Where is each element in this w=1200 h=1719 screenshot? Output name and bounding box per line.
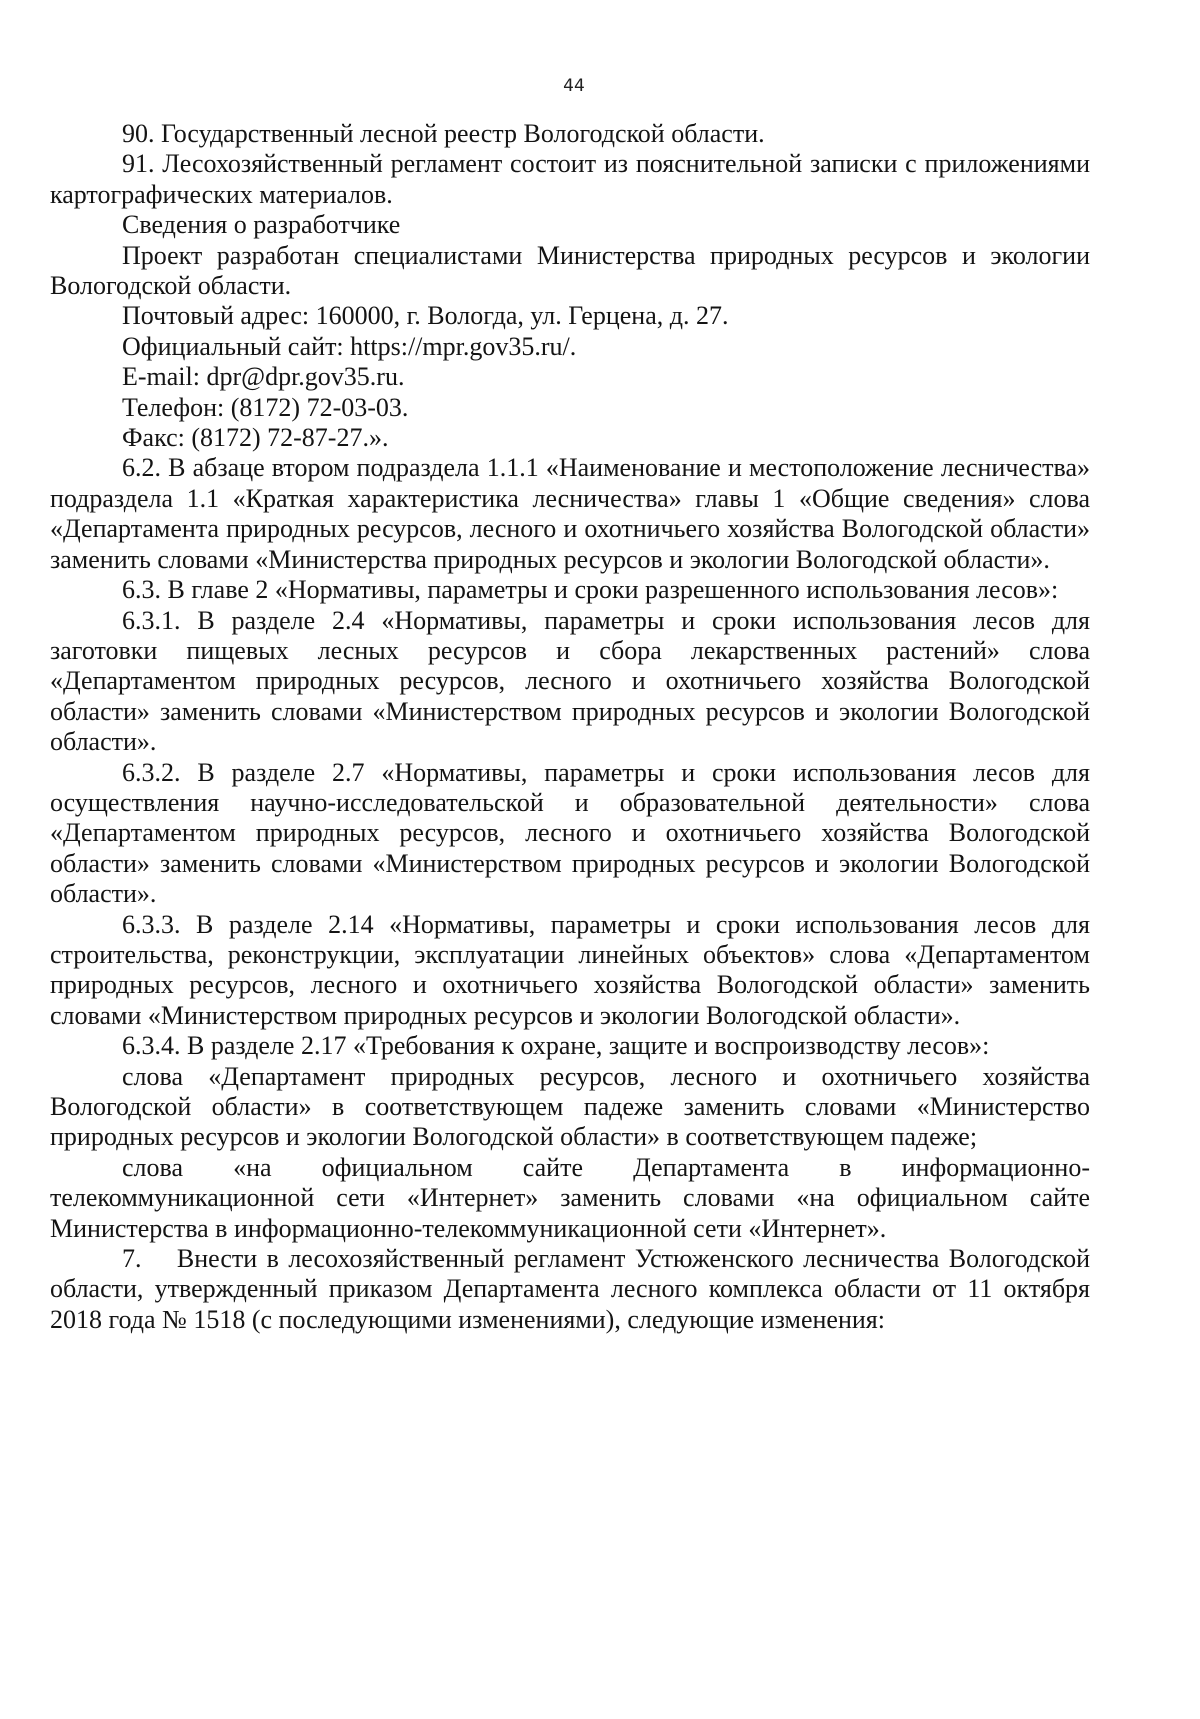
document-body bbox=[50, 119, 1090, 1335]
phone: Телефон: (8172) 72-03-03. bbox=[122, 392, 409, 422]
paragraph-7: 7. Внести в лесохозяйственный регламент Устюженского лесничества Вологодской области, утвержденный приказом Департамента лесного комплекса области от 11 октября 2018 года № 1518 (с последующими изменениями), следующие изменения: bbox=[50, 1244, 1090, 1334]
paragraph-6-3-2: 6.3.2. В разделе 2.7 «Нормативы, параметры и сроки использования лесов для осуществления научно-исследовательской и образовательной деятельности» слова «Департаментом природных ресурсов, лесного и охотничьего хозяйства Вологодской области» заменить словами «Министерством природных ресурсов и экологии Вологодской области». bbox=[50, 757, 1090, 909]
developer-info: Проект разработан специалистами Министерства природных ресурсов и экологии Вологодской области. bbox=[50, 240, 1090, 301]
developer-heading: Сведения о разработчике bbox=[122, 210, 401, 240]
paragraph-90: 90. Государственный лесной реестр Вологодской области. bbox=[122, 119, 765, 148]
paragraph-6-3-3: 6.3.3. В разделе 2.14 «Нормативы, параметры и сроки использования лесов для строительства, реконструкции, эксплуатации линейных объектов» слова «Департаментом природных ресурсов, лесного и охотничьего хозяйства Вологодской области» заменить словами «Министерством природных ресурсов и экологии Вологодской области». bbox=[50, 909, 1090, 1030]
paragraph-6-3-1: 6.3.1. В разделе 2.4 «Нормативы, параметры и сроки использования лесов для заготовки пищевых лесных ресурсов и сбора лекарственных растений» слова «Департаментом природных ресурсов, лесного и охотничьего хозяйства Вологодской области» заменить словами «Министерством природных ресурсов и экологии Вологодской области». bbox=[50, 605, 1090, 757]
page-number: 44 bbox=[563, 76, 585, 96]
email: E-mail: dpr@dpr.gov35.ru. bbox=[122, 362, 405, 392]
paragraph-6-3-4-words-2: слова «на официальном сайте Департамента в информационно-телекоммуникационной сети «Интернет» заменить словами «на официальном сайте Министерства в информационно-телекоммуникационной сети «Интернет». bbox=[50, 1152, 1090, 1243]
paragraph-6-3: 6.3. В главе 2 «Нормативы, параметры и сроки разрешенного использования лесов»: bbox=[122, 575, 1059, 605]
official-site: Официальный сайт: https://mpr.gov35.ru/. bbox=[122, 331, 577, 361]
paragraph-6-3-4: 6.3.4. В разделе 2.17 «Требования к охране, защите и воспроизводству лесов»: bbox=[122, 1031, 990, 1061]
paragraph-6-2: 6.2. В абзаце втором подраздела 1.1.1 «Наименование и местоположение лесничества» подраздела 1.1 «Краткая характеристика лесничества» главы 1 «Общие сведения» слова «Департамента природных ресурсов, лесного и охотничьего хозяйства Вологодской области» заменить словами «Министерства природных ресурсов и экологии Вологодской области». bbox=[50, 453, 1090, 574]
postal-address: Почтовый адрес: 160000, г. Вологда, ул. Герцена, д. 27. bbox=[122, 301, 729, 331]
paragraph-6-3-4-words-1: слова «Департамент природных ресурсов, лесного и охотничьего хозяйства Вологодской области» в соответствующем падеже заменить словами «Министерство природных ресурсов и экологии Вологодской области» в соответствующем падеже; bbox=[50, 1061, 1090, 1152]
fax: Факс: (8172) 72-87-27.». bbox=[122, 423, 389, 453]
paragraph-91: 91. Лесохозяйственный регламент состоит из пояснительной записки с приложениями картографических материалов. bbox=[50, 149, 1090, 209]
